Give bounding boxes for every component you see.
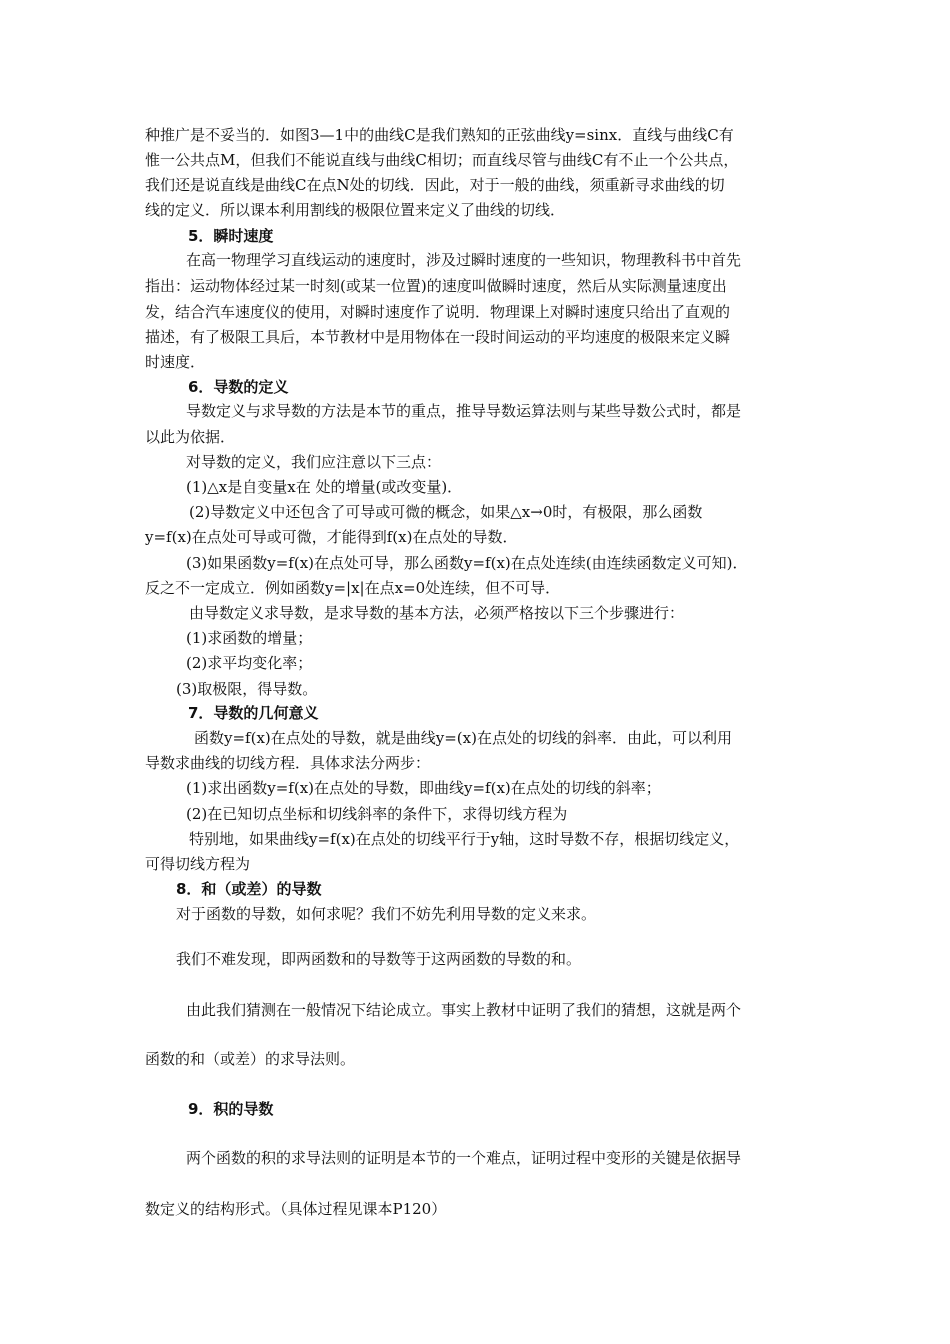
paragraph-line: 导数定义与求导数的方法是本节的重点，推导导数运算法则与某些导数公式时，都是: [186, 402, 742, 420]
section-heading: 5．瞬时速度: [188, 227, 274, 245]
paragraph-line: y=f(x)在点处可导或可微，才能得到f(x)在点处的导数．: [145, 528, 518, 546]
paragraph-line: 由导数定义求导数，是求导数的基本方法，必须严格按以下三个步骤进行：: [189, 604, 685, 622]
paragraph-line: (1)求出函数y=f(x)在点处的导数，即曲线y=f(x)在点处的切线的斜率；: [186, 779, 661, 797]
section-heading: 7．导数的几何意义: [188, 704, 319, 722]
section-heading: 8．和（或差）的导数: [176, 880, 322, 898]
paragraph-line: (1)求函数的增量；: [186, 629, 313, 647]
paragraph-line: (2)在已知切点坐标和切线斜率的条件下，求得切线方程为: [186, 805, 568, 823]
paragraph-line: 以此为依据．: [145, 428, 236, 446]
paragraph-line: 惟一公共点M，但我们不能说直线与曲线C相切；而直线尽管与曲线C有不止一个公共点，: [145, 151, 739, 169]
paragraph-line: 数定义的结构形式。（具体过程见课本P120）: [145, 1200, 447, 1218]
paragraph-line: 发，结合汽车速度仪的使用，对瞬时速度作了说明．物理课上对瞬时速度只给出了直观的: [145, 303, 731, 321]
paragraph-line: 我们不难发现，即两函数和的导数等于这两函数的导数的和。: [176, 950, 582, 968]
paragraph-line: 函数的和（或差）的求导法则。: [145, 1050, 356, 1068]
paragraph-line: 线的定义．所以课本利用割线的极限位置来定义了曲线的切线．: [145, 201, 566, 219]
paragraph-line: (3)取极限，得导数。: [176, 680, 318, 698]
paragraph-line: (1)△x是自变量x在 处的增量(或改变量)．: [186, 478, 463, 496]
paragraph-line: 描述，有了极限工具后，本节教材中是用物体在一段时间运动的平均速度的极限来定义瞬: [145, 328, 731, 346]
paragraph-line: 函数y=f(x)在点处的导数，就是曲线y=(x)在点处的切线的斜率．由此，可以利用: [194, 729, 732, 747]
paragraph-line: 由此我们猜测在一般情况下结论成立。事实上教材中证明了我们的猜想，这就是两个: [186, 1001, 742, 1019]
paragraph-line: (3)如果函数y=f(x)在点处可导，那么函数y=f(x)在点处连续(由连续函数定义可知)．: [186, 554, 748, 572]
paragraph-line: 时速度．: [145, 353, 206, 371]
section-heading: 9．积的导数: [188, 1100, 274, 1118]
paragraph-line: 可得切线方程为: [145, 855, 251, 873]
paragraph-line: 特别地，如果曲线y=f(x)在点处的切线平行于y轴，这时导数不存，根据切线定义，: [189, 830, 740, 848]
paragraph-line: (2)求平均变化率；: [186, 654, 313, 672]
paragraph-line: 种推广是不妥当的．如图3—1中的曲线C是我们熟知的正弦曲线y=sinx．直线与曲线C有: [145, 126, 734, 144]
paragraph-line: 两个函数的积的求导法则的证明是本节的一个难点，证明过程中变形的关键是依据导: [186, 1149, 742, 1167]
paragraph-line: 在高一物理学习直线运动的速度时，涉及过瞬时速度的一些知识，物理教科书中首先: [186, 251, 742, 269]
paragraph-line: 我们还是说直线是曲线C在点N处的切线．因此，对于一般的曲线，须重新寻求曲线的切: [145, 176, 725, 194]
paragraph-line: 导数求曲线的切线方程．具体求法分两步：: [145, 754, 431, 772]
paragraph-line: 对于函数的导数，如何求呢？我们不妨先利用导数的定义来求。: [176, 905, 597, 923]
paragraph-line: 反之不一定成立．例如函数y=|x|在点x=0处连续，但不可导．: [145, 579, 561, 597]
paragraph-line: 指出：运动物体经过某一时刻(或某一位置)的速度叫做瞬时速度，然后从实际测量速度出: [145, 277, 727, 295]
paragraph-line: (2)导数定义中还包含了可导或可微的概念，如果△x→0时，有极限，那么函数: [189, 503, 703, 521]
section-heading: 6．导数的定义: [188, 378, 289, 396]
paragraph-line: 对导数的定义，我们应注意以下三点：: [186, 453, 442, 471]
